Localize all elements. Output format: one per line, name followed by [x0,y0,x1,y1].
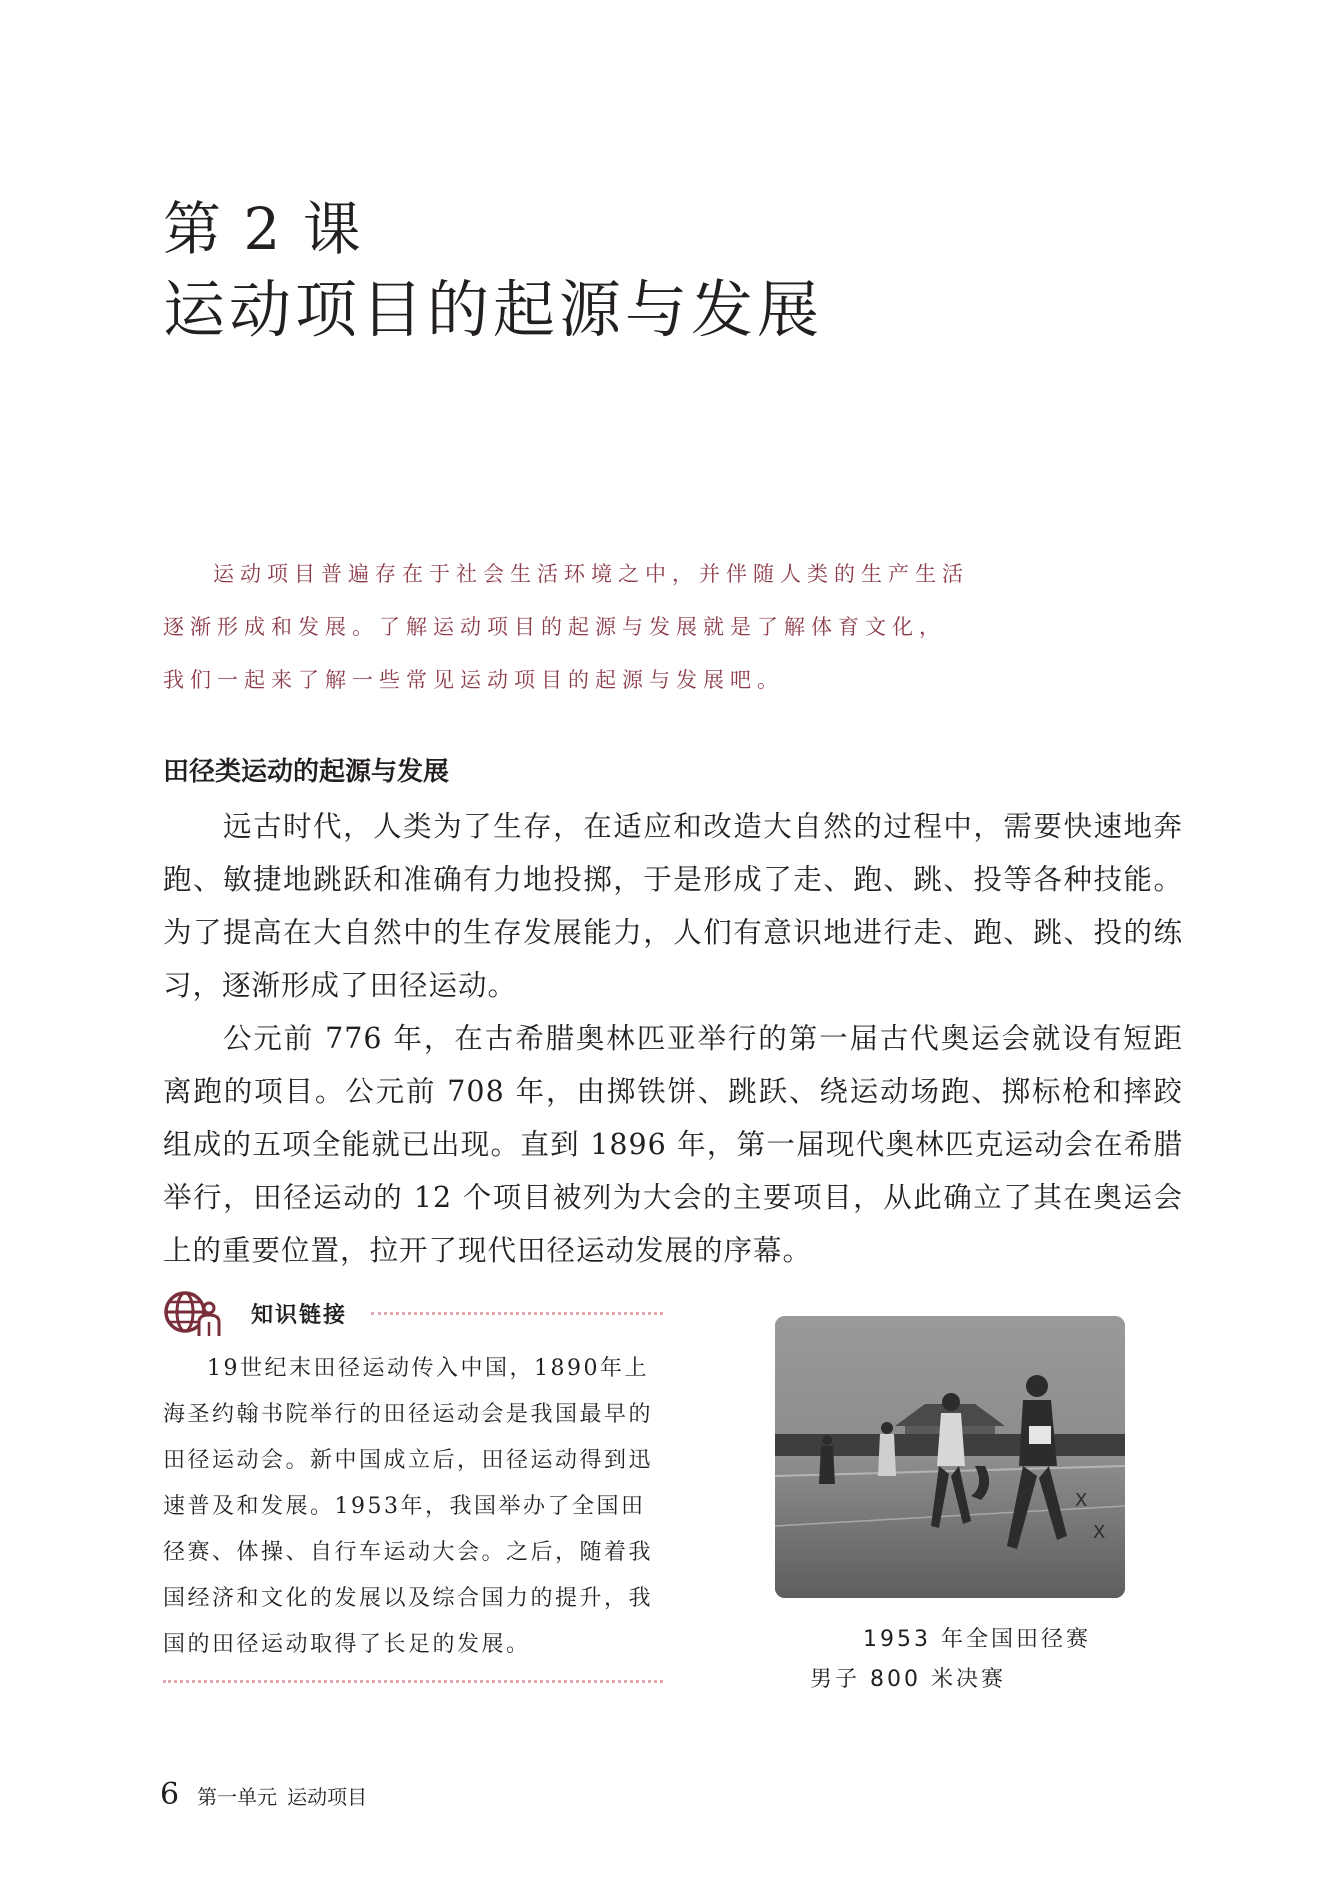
page-footer [160,1777,367,1812]
dotted-divider [163,1680,663,1683]
lesson-intro [163,548,983,707]
body-paragraph: 远古时代，人类为了生存，在适应和改造大自然的过程中，需要快速地奔跑、敏捷地跳跃和准确有力地投掷，于是形成了走、跑、跳、投等各种技能。为了提高在大自然中的生存发展能力，人们有意识地进行走、跑、跳、投的练习，逐渐形成了田径运动。 [163,810,1183,1002]
dotted-divider [371,1312,663,1315]
intro-line: 逐渐形成和发展。了解运动项目的起源与发展就是了解体育文化， [163,615,946,639]
photo-caption [775,1620,1135,1700]
intro-line: 我们一起来了解一些常见运动项目的起源与发展吧。 [163,668,784,692]
svg-text:X: X [1093,1522,1106,1543]
section-body [163,800,1183,1277]
race-photo [775,1316,1125,1598]
knowledge-link-title: 知识链接 [251,1303,348,1328]
globe-people-icon [163,1288,225,1338]
knowledge-link-paragraph: 19世纪末田径运动传入中国，1890年上海圣约翰书院举行的田径运动会是我国最早的田径运动会。新中国成立后，田径运动得到迅速普及和发展。1953年，我国举办了全国田径赛、体操、自行车运动大会。之后，随着我国经济和文化的发展以及综合国力的提升，我国的田径运动取得了长足的发展。 [163,1356,654,1657]
intro-line: 运动项目普遍存在于社会生活环境之中，并伴随人类的生产生活 [213,562,969,586]
photo-caption-line: 1953 年全国田径赛 [863,1627,1091,1652]
lesson-title: 运动项目的起源与发展 [163,273,824,346]
race-photo-image [775,1316,1125,1598]
svg-text:X: X [1075,1490,1088,1511]
footer-unit: 第一单元 [197,1785,278,1809]
knowledge-link-box [163,1288,663,1683]
lesson-number: 第 2 课 [163,195,363,263]
page-number: 6 [160,1777,180,1812]
footer-topic: 运动项目 [287,1785,368,1809]
section-heading: 田径类运动的起源与发展 [163,757,450,787]
photo-caption-line: 男子 800 米决赛 [810,1667,1006,1692]
knowledge-link-text [163,1346,663,1668]
knowledge-link-header [163,1288,663,1338]
body-paragraph: 公元前 776 年，在古希腊奥林匹亚举行的第一届古代奥运会就设有短距离跑的项目。公元前 708 年，由掷铁饼、跳跃、绕运动场跑、掷标枪和摔跤组成的五项全能就已出现。直到 1896 年，第一届现代奥林匹克运动会在希腊举行，田径运动的 12 个项目被列为大会的主要项目，从此确立了其在奥运会上的重要位置，拉开了现代田径运动发展的序幕。 [163,1022,1183,1267]
